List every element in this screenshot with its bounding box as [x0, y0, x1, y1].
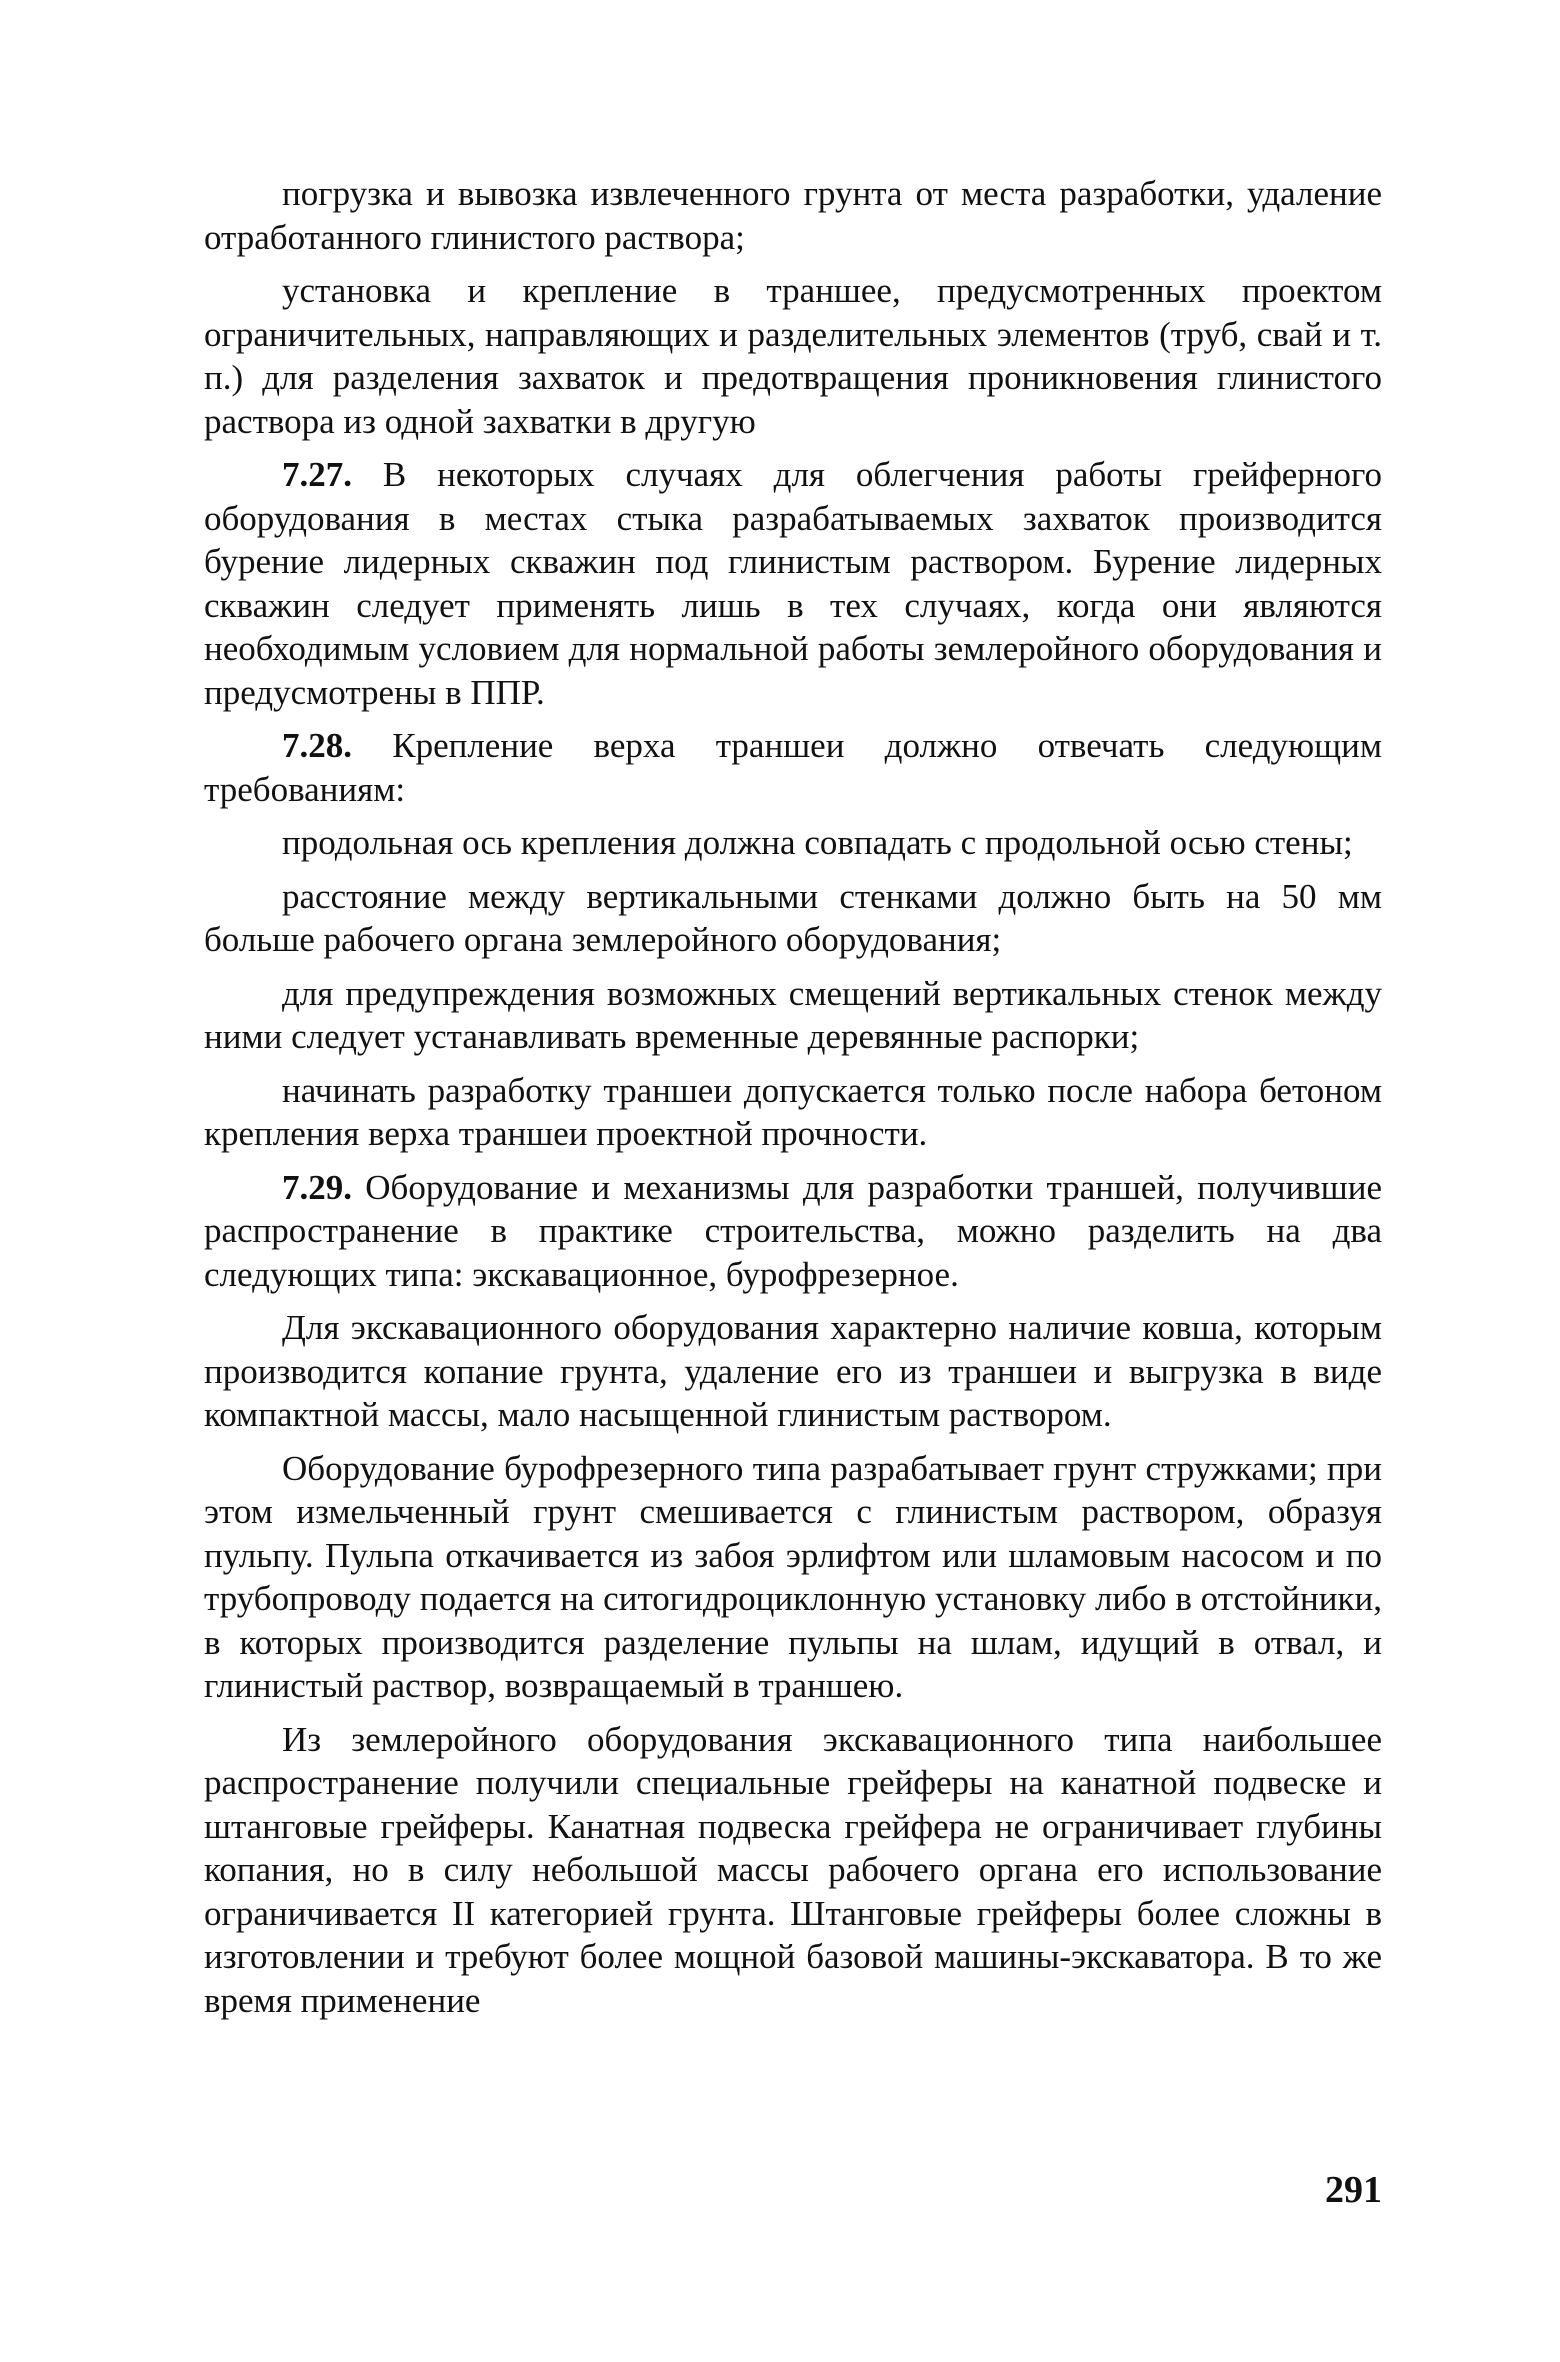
paragraph-1 — [204, 269, 1382, 443]
paragraph-text: Оборудование бурофрезерного типа разрабатывает грунт стружками; при этом измельченный грунт смешивается с глинистым раствором, образуя пульпу. Пульпа откачивается из забоя эрлифтом или шламовым насосом и по трубопроводу подается на ситогидроциклонную установку либо в отстойники, в которых производится разделение пульпы на шлам, идущий в отвал, и глинистый раствор, возвращаемый в траншею. — [204, 1448, 1382, 1705]
paragraph-2 — [204, 453, 1382, 714]
paragraph-11 — [204, 1718, 1382, 2023]
paragraph-5 — [204, 875, 1382, 962]
text-column — [204, 172, 1382, 2032]
paragraph-3 — [204, 724, 1382, 811]
paragraph-7 — [204, 1069, 1382, 1156]
paragraph-6 — [204, 972, 1382, 1059]
paragraph-text: продольная ось крепления должна совпадать с продольной осью стены; — [282, 823, 1353, 862]
paragraph-text: В некоторых случаях для облегчения работы грейферного оборудования в местах стыка разрабатываемых захваток производится бурение лидерных скважин под глинистым раствором. Бурение лидерных скважин следует применять лишь в тех случаях, когда они являются необходимым условием для нормальной работы землеройного оборудования и предусмотрены в ППР. — [204, 455, 1382, 712]
paragraph-text: Из землеройного оборудования экскавационного типа наибольшее распространение получили специальные грейферы на канатной подвеске и штанговые грейферы. Канатная подвеска грейфера не ограничивает глубины копания, но в силу небольшой массы рабочего органа его использование ограничивается II категорией грунта. Штанговые грейферы более сложны в изготовлении и требуют более мощной базовой машины-экскаватора. В то же время применение — [204, 1719, 1382, 2020]
paragraph-text: для предупреждения возможных смещений вертикальных стенок между ними следует устанавливать временные деревянные распорки; — [204, 973, 1382, 1056]
clause-number: 7.27. — [282, 455, 352, 494]
paragraph-text: Оборудование и механизмы для разработки траншей, получившие распространение в практике строительства, можно разделить на два следующих типа: экскавационное, бурофрезерное. — [204, 1167, 1382, 1294]
paragraph-10 — [204, 1447, 1382, 1708]
paragraph-text: погрузка и вывозка извлеченного грунта от места разработки, удаление отработанного глинистого раствора; — [204, 174, 1382, 257]
paragraph-4 — [204, 821, 1382, 865]
paragraph-0 — [204, 172, 1382, 259]
paragraph-text: расстояние между вертикальными стенками должно быть на 50 мм больше рабочего органа землеройного оборудования; — [204, 876, 1382, 959]
paragraph-text: установка и крепление в траншее, предусмотренных проектом ограничительных, направляющих и разделительных элементов (труб, свай и т. п.) для разделения захваток и предотвращения проникновения глинистого раствора из одной захватки в другую — [204, 271, 1382, 441]
paragraph-text: начинать разработку траншеи допускается только после набора бетоном крепления верха траншеи проектной прочности. — [204, 1070, 1382, 1153]
paragraph-text: Для экскавационного оборудования характерно наличие ковша, которым производится копание грунта, удаление его из траншеи и выгрузка в виде компактной массы, мало насыщенной глинистым раствором. — [204, 1308, 1382, 1434]
paragraph-9 — [204, 1306, 1382, 1437]
page-number: 291 — [1325, 2169, 1382, 2211]
clause-number: 7.28. — [282, 726, 352, 765]
paragraph-text: Крепление верха траншеи должно отвечать следующим требованиям: — [204, 726, 1382, 809]
paragraph-8 — [204, 1166, 1382, 1297]
clause-number: 7.29. — [282, 1167, 352, 1207]
